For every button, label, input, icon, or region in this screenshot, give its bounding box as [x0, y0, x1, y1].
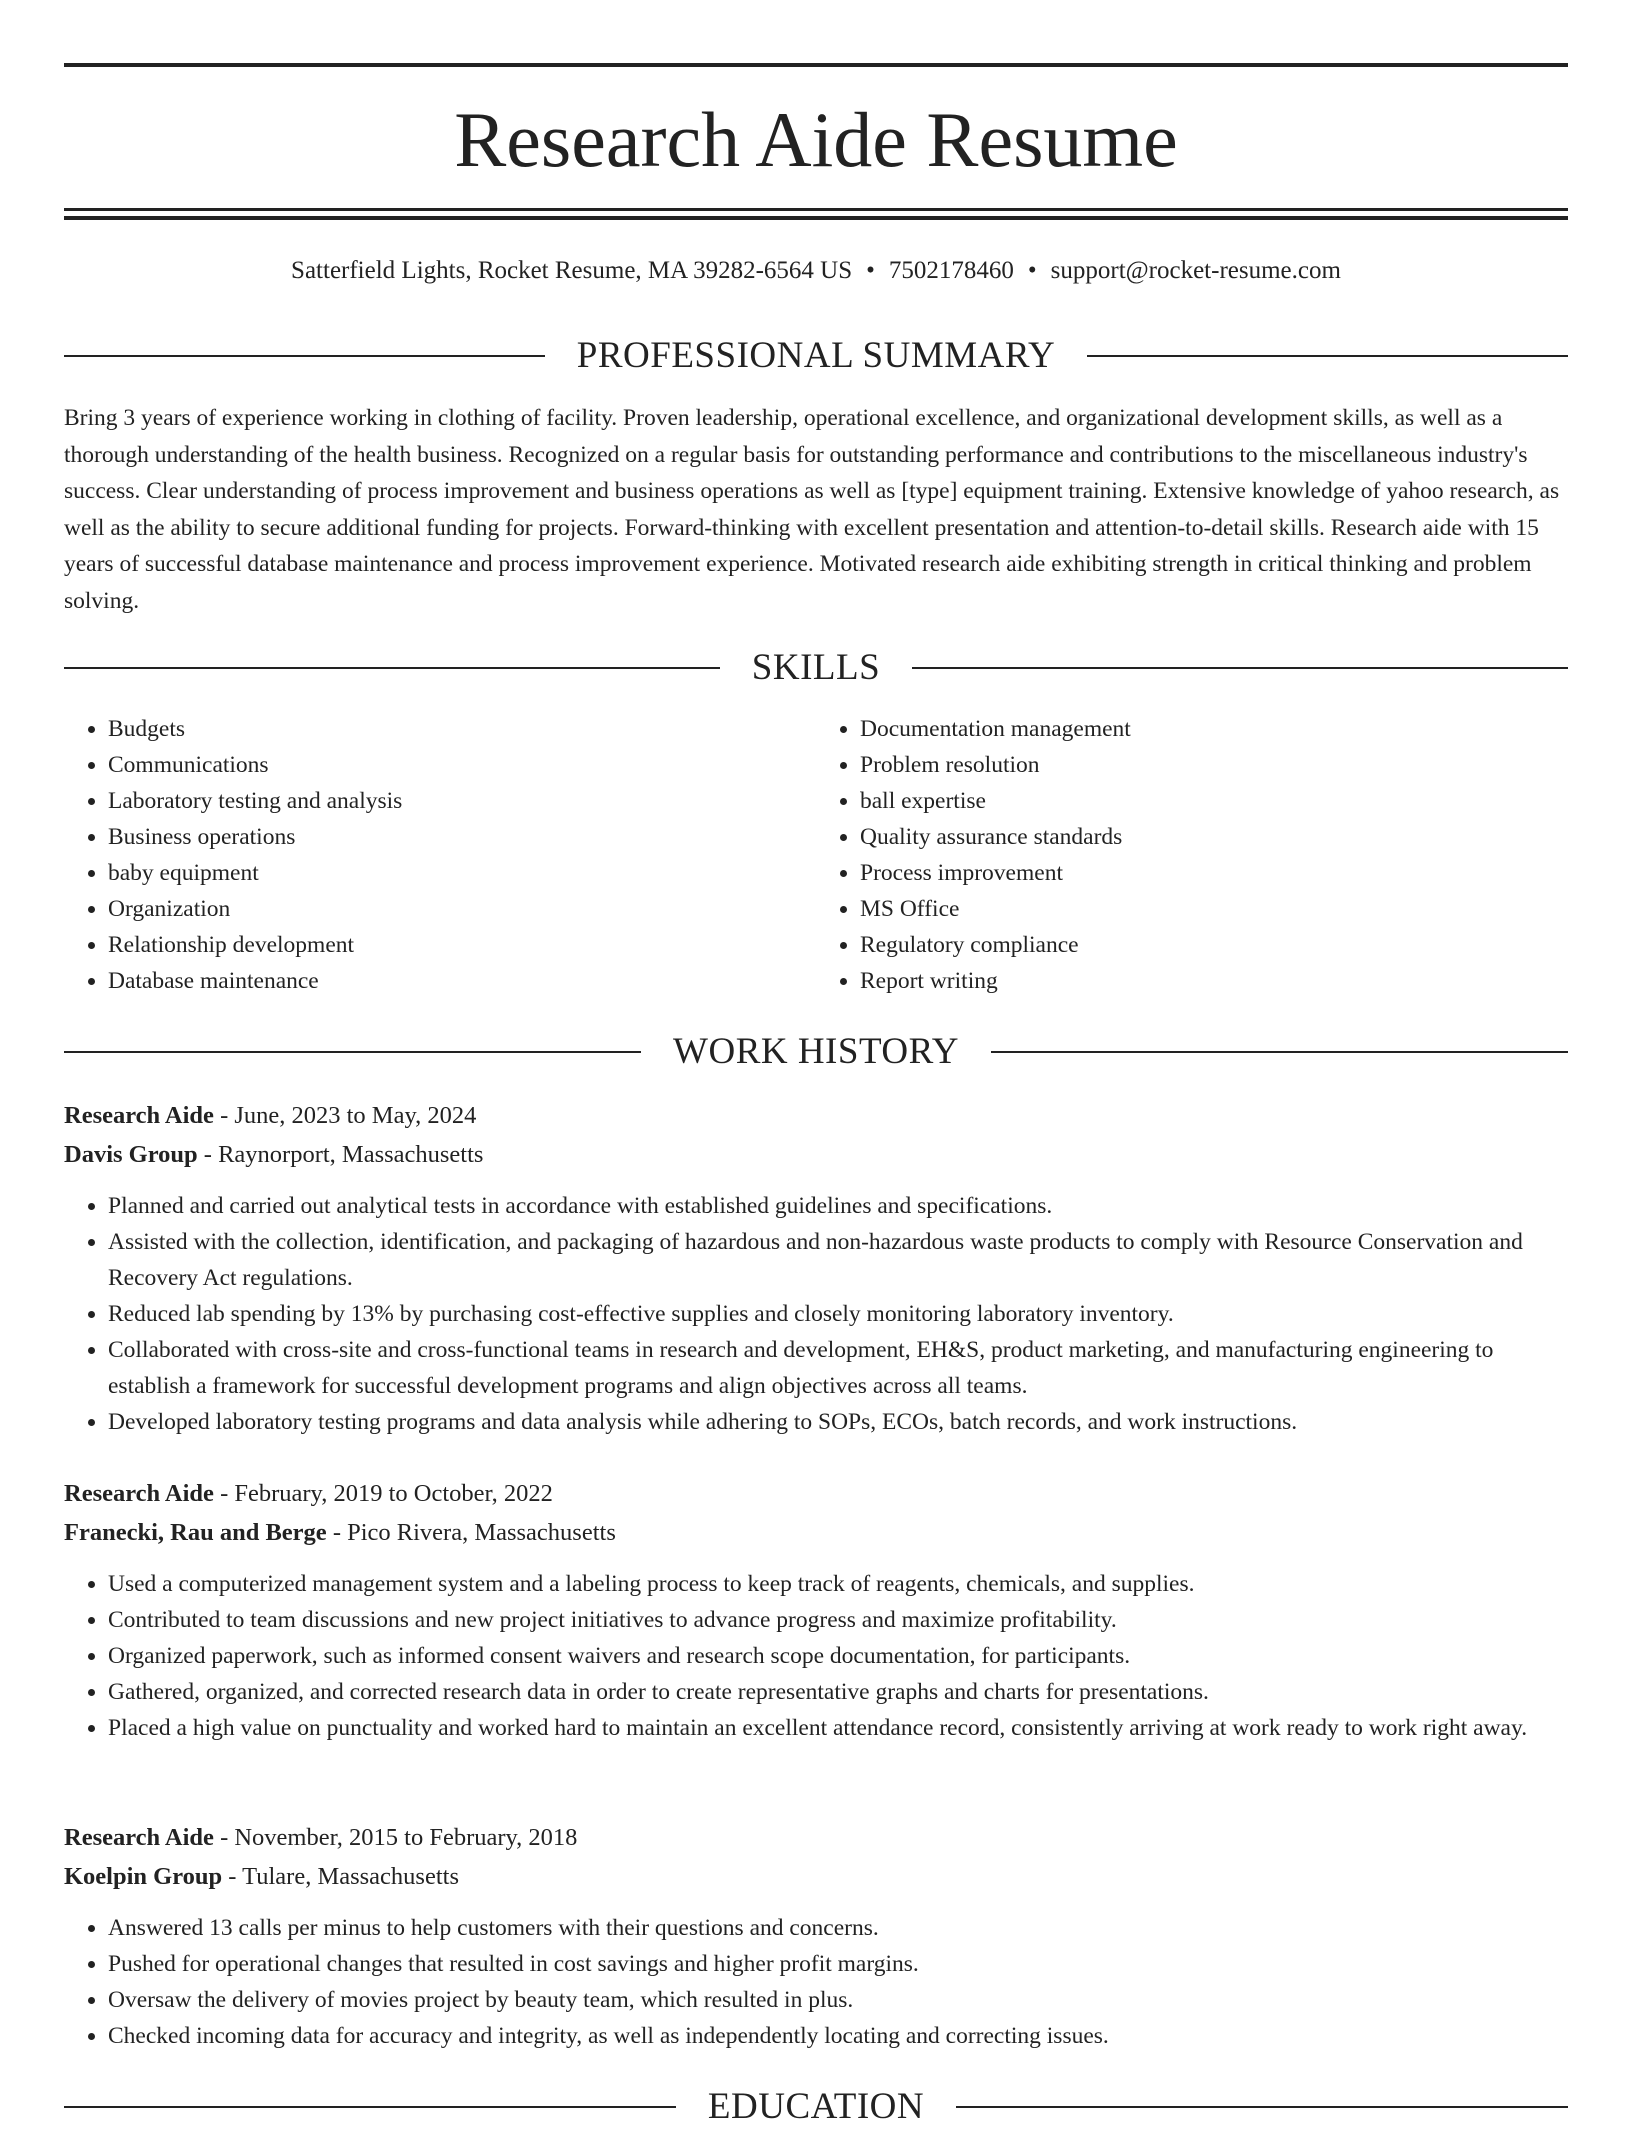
contact-email[interactable]: support@rocket-resume.com: [1050, 257, 1341, 284]
skill-item: • Process improvement: [860, 855, 1568, 891]
job-bullet: • Organized paperwork, such as informed consent waivers and research scope documentation, for participants.: [108, 1638, 1568, 1674]
job-entry: [64, 1818, 1568, 2054]
divider-line: [64, 2106, 676, 2108]
job-bullet: • Answered 13 calls per minus to help customers with their questions and concerns.: [108, 1910, 1568, 1946]
skill-item: • Communications: [108, 747, 816, 783]
job-bullet: • Pushed for operational changes that resulted in cost savings and higher profit margins.: [108, 1946, 1568, 1982]
section-heading-label: SKILLS: [751, 647, 881, 688]
skills-column-right: [816, 711, 1568, 999]
job-bullet: • Reduced lab spending by 13% by purchasing cost-effective supplies and closely monitoring laboratory inventory.: [108, 1296, 1568, 1332]
job-bullets: [64, 1566, 1568, 1746]
page-title: Research Aide Resume: [454, 96, 1178, 183]
job-bullet: • Gathered, organized, and corrected research data in order to create representative graphs and charts for presentations.: [108, 1674, 1568, 1710]
job-company: Franecki, Rau and Berge: [64, 1519, 327, 1546]
job-bullets: [64, 1910, 1568, 2054]
divider-line: [64, 355, 545, 357]
header-top-rule: [64, 63, 1568, 67]
skill-item: • Regulatory compliance: [860, 927, 1568, 963]
contact-line: [64, 254, 1568, 288]
skill-item: • Report writing: [860, 963, 1568, 999]
skill-item: • MS Office: [860, 891, 1568, 927]
job-entry: [64, 1096, 1568, 1440]
job-company-line: [64, 1135, 1568, 1174]
contact-separator: •: [1027, 257, 1037, 284]
job-bullet: • Placed a high value on punctuality and worked hard to maintain an excellent attendance record, consistently arriving at work ready to work right away.: [108, 1710, 1568, 1746]
contact-address: Satterfield Lights, Rocket Resume, MA 39282-6564 US: [291, 257, 853, 284]
divider-line: [64, 1051, 641, 1053]
skill-item: • Business operations: [108, 819, 816, 855]
contact-phone: 7502178460: [888, 257, 1014, 284]
job-company: Koelpin Group: [64, 1863, 223, 1890]
skill-item: • Budgets: [108, 711, 816, 747]
job-bullet: • Assisted with the collection, identification, and packaging of hazardous and non-hazardous waste products to comply with Resource Conservation and Recovery Act regulations.: [108, 1224, 1568, 1296]
section-heading-label: PROFESSIONAL SUMMARY: [576, 335, 1056, 376]
skill-item: • baby equipment: [108, 855, 816, 891]
header-double-rule: [64, 208, 1568, 220]
section-heading-label: WORK HISTORY: [673, 1031, 959, 1072]
job-dates: - June, 2023 to May, 2024: [213, 1102, 477, 1129]
skill-item: • ball expertise: [860, 783, 1568, 819]
skill-item: • Problem resolution: [860, 747, 1568, 783]
job-bullets: [64, 1188, 1568, 1440]
skills-list: [64, 711, 1568, 999]
skill-item: • Quality assurance standards: [860, 819, 1568, 855]
job-title-line: [64, 1096, 1568, 1135]
section-heading-work-history: [64, 1029, 1568, 1075]
divider-line: [912, 667, 1568, 669]
job-title-line: [64, 1818, 1568, 1857]
section-heading-skills: [64, 645, 1568, 691]
job-dates: - November, 2015 to February, 2018: [213, 1824, 578, 1851]
divider-line: [64, 667, 720, 669]
job-location: - Tulare, Massachusetts: [222, 1863, 459, 1890]
skill-item: • Documentation management: [860, 711, 1568, 747]
job-bullet: • Planned and carried out analytical tests in accordance with established guidelines and specifications.: [108, 1188, 1568, 1224]
job-company-line: [64, 1513, 1568, 1552]
job-bullet: • Oversaw the delivery of movies project by beauty team, which resulted in plus.: [108, 1982, 1568, 2018]
skill-item: • Organization: [108, 891, 816, 927]
job-bullet: • Contributed to team discussions and new project initiatives to advance progress and maximize profitability.: [108, 1602, 1568, 1638]
job-title: Research Aide: [64, 1480, 214, 1507]
job-location: - Raynorport, Massachusetts: [197, 1141, 484, 1168]
job-dates: - February, 2019 to October, 2022: [213, 1480, 553, 1507]
section-heading-education: [64, 2084, 1568, 2130]
divider-line: [956, 2106, 1568, 2108]
section-heading-label: EDUCATION: [707, 2086, 925, 2127]
job-bullet: • Collaborated with cross-site and cross-functional teams in research and development, EH&S, product marketing, and manufacturing engineering to establish a framework for successful development programs and align objectives across all teams.: [108, 1332, 1568, 1404]
job-title: Research Aide: [64, 1824, 214, 1851]
skill-item: • Laboratory testing and analysis: [108, 783, 816, 819]
job-company: Davis Group: [64, 1141, 198, 1168]
job-entry: [64, 1474, 1568, 1746]
job-bullet: • Developed laboratory testing programs and data analysis while adhering to SOPs, ECOs, batch records, and work instructions.: [108, 1404, 1568, 1440]
skills-column-left: [64, 711, 816, 999]
job-location: - Pico Rivera, Massachusetts: [326, 1519, 616, 1546]
skill-item: • Relationship development: [108, 927, 816, 963]
professional-summary: Bring 3 years of experience working in clothing of facility. Proven leadership, operational excellence, and organizational development skills, as well as a thorough understanding of the health business. Recognized on a regular basis for outstanding performance and contributions to the miscellaneous industry's success. Clear understanding of process improvement and business operations as well as [type] equipment training. Extensive knowledge of yahoo research, as well as the ability to secure additional funding for projects. Forward-thinking with excellent presentation and attention-to-detail skills. Research aide with 15 years of successful database maintenance and process improvement experience. Motivated research aide exhibiting strength in critical thinking and problem solving.: [64, 405, 1560, 614]
divider-line: [991, 1051, 1568, 1053]
contact-separator: •: [866, 257, 875, 284]
job-bullet: • Checked incoming data for accuracy and integrity, as well as independently locating and correcting issues.: [108, 2018, 1568, 2054]
skill-item: • Database maintenance: [108, 963, 816, 999]
job-company-line: [64, 1857, 1568, 1896]
job-title-line: [64, 1474, 1568, 1513]
job-bullet: • Used a computerized management system and a labeling process to keep track of reagents, chemicals, and supplies.: [108, 1566, 1568, 1602]
section-heading-summary: [64, 333, 1568, 379]
job-title: Research Aide: [64, 1102, 214, 1129]
divider-line: [1087, 355, 1568, 357]
